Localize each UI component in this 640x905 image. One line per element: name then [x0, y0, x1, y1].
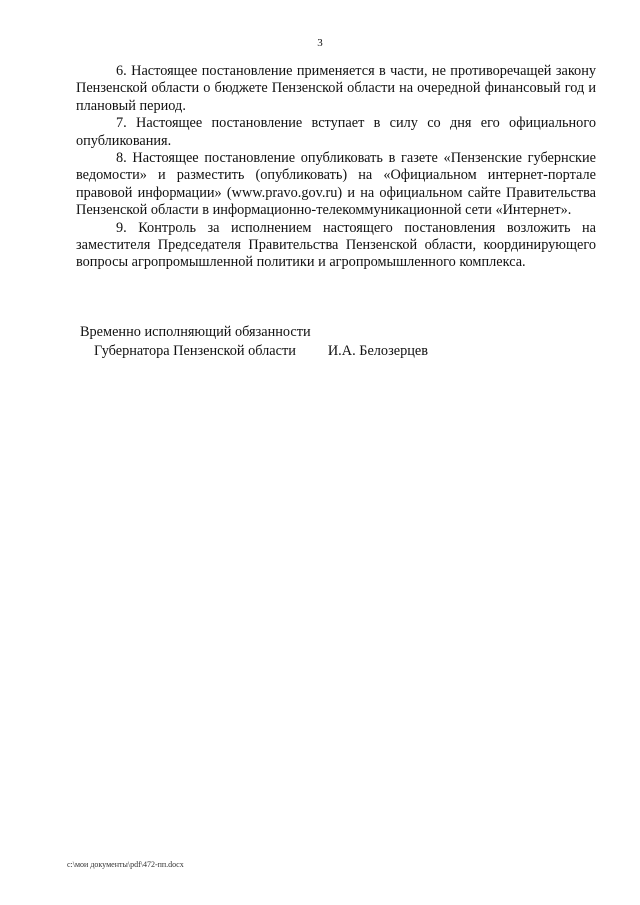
paragraph-7: 7. Настоящее постановление вступает в силу со дня его официального опубликования.	[76, 115, 596, 149]
signatory-title-line1: Временно исполняющий обязанности	[80, 324, 311, 340]
signatory-title-line2: Губернатора Пензенской области	[94, 343, 296, 359]
paragraph-6: 6. Настоящее постановление применяется в части, не противоречащей закону Пензенской области о бюджете Пензенской области на очередной финансовый год и плановый период.	[76, 63, 596, 114]
paragraph-9: 9. Контроль за исполнением настоящего постановления возложить на заместителя Председателя Правительства Пензенской области, координирующего вопросы агропромышленной политики и агропромышленного комплекса.	[76, 219, 596, 271]
paragraph-8: 8. Настоящее постановление опубликовать в газете «Пензенские губернские ведомости» и разместить (опубликовать) на «Официальном интернет-портале правовой информации» (www.pravo.gov.ru) и на официальном сайте Правительства Пензенской области в информационно-телекоммуникационной сети «Интернет».	[76, 150, 596, 219]
footer-file-path: c:\мои документы\pdf\472-пп.docx	[67, 860, 184, 869]
document-body	[76, 63, 596, 272]
page-number: 3	[317, 37, 323, 49]
signatory-title-line2-row	[80, 342, 560, 361]
signatory-name: И.А. Белозерцев	[327, 343, 428, 359]
signature-block	[80, 323, 560, 361]
